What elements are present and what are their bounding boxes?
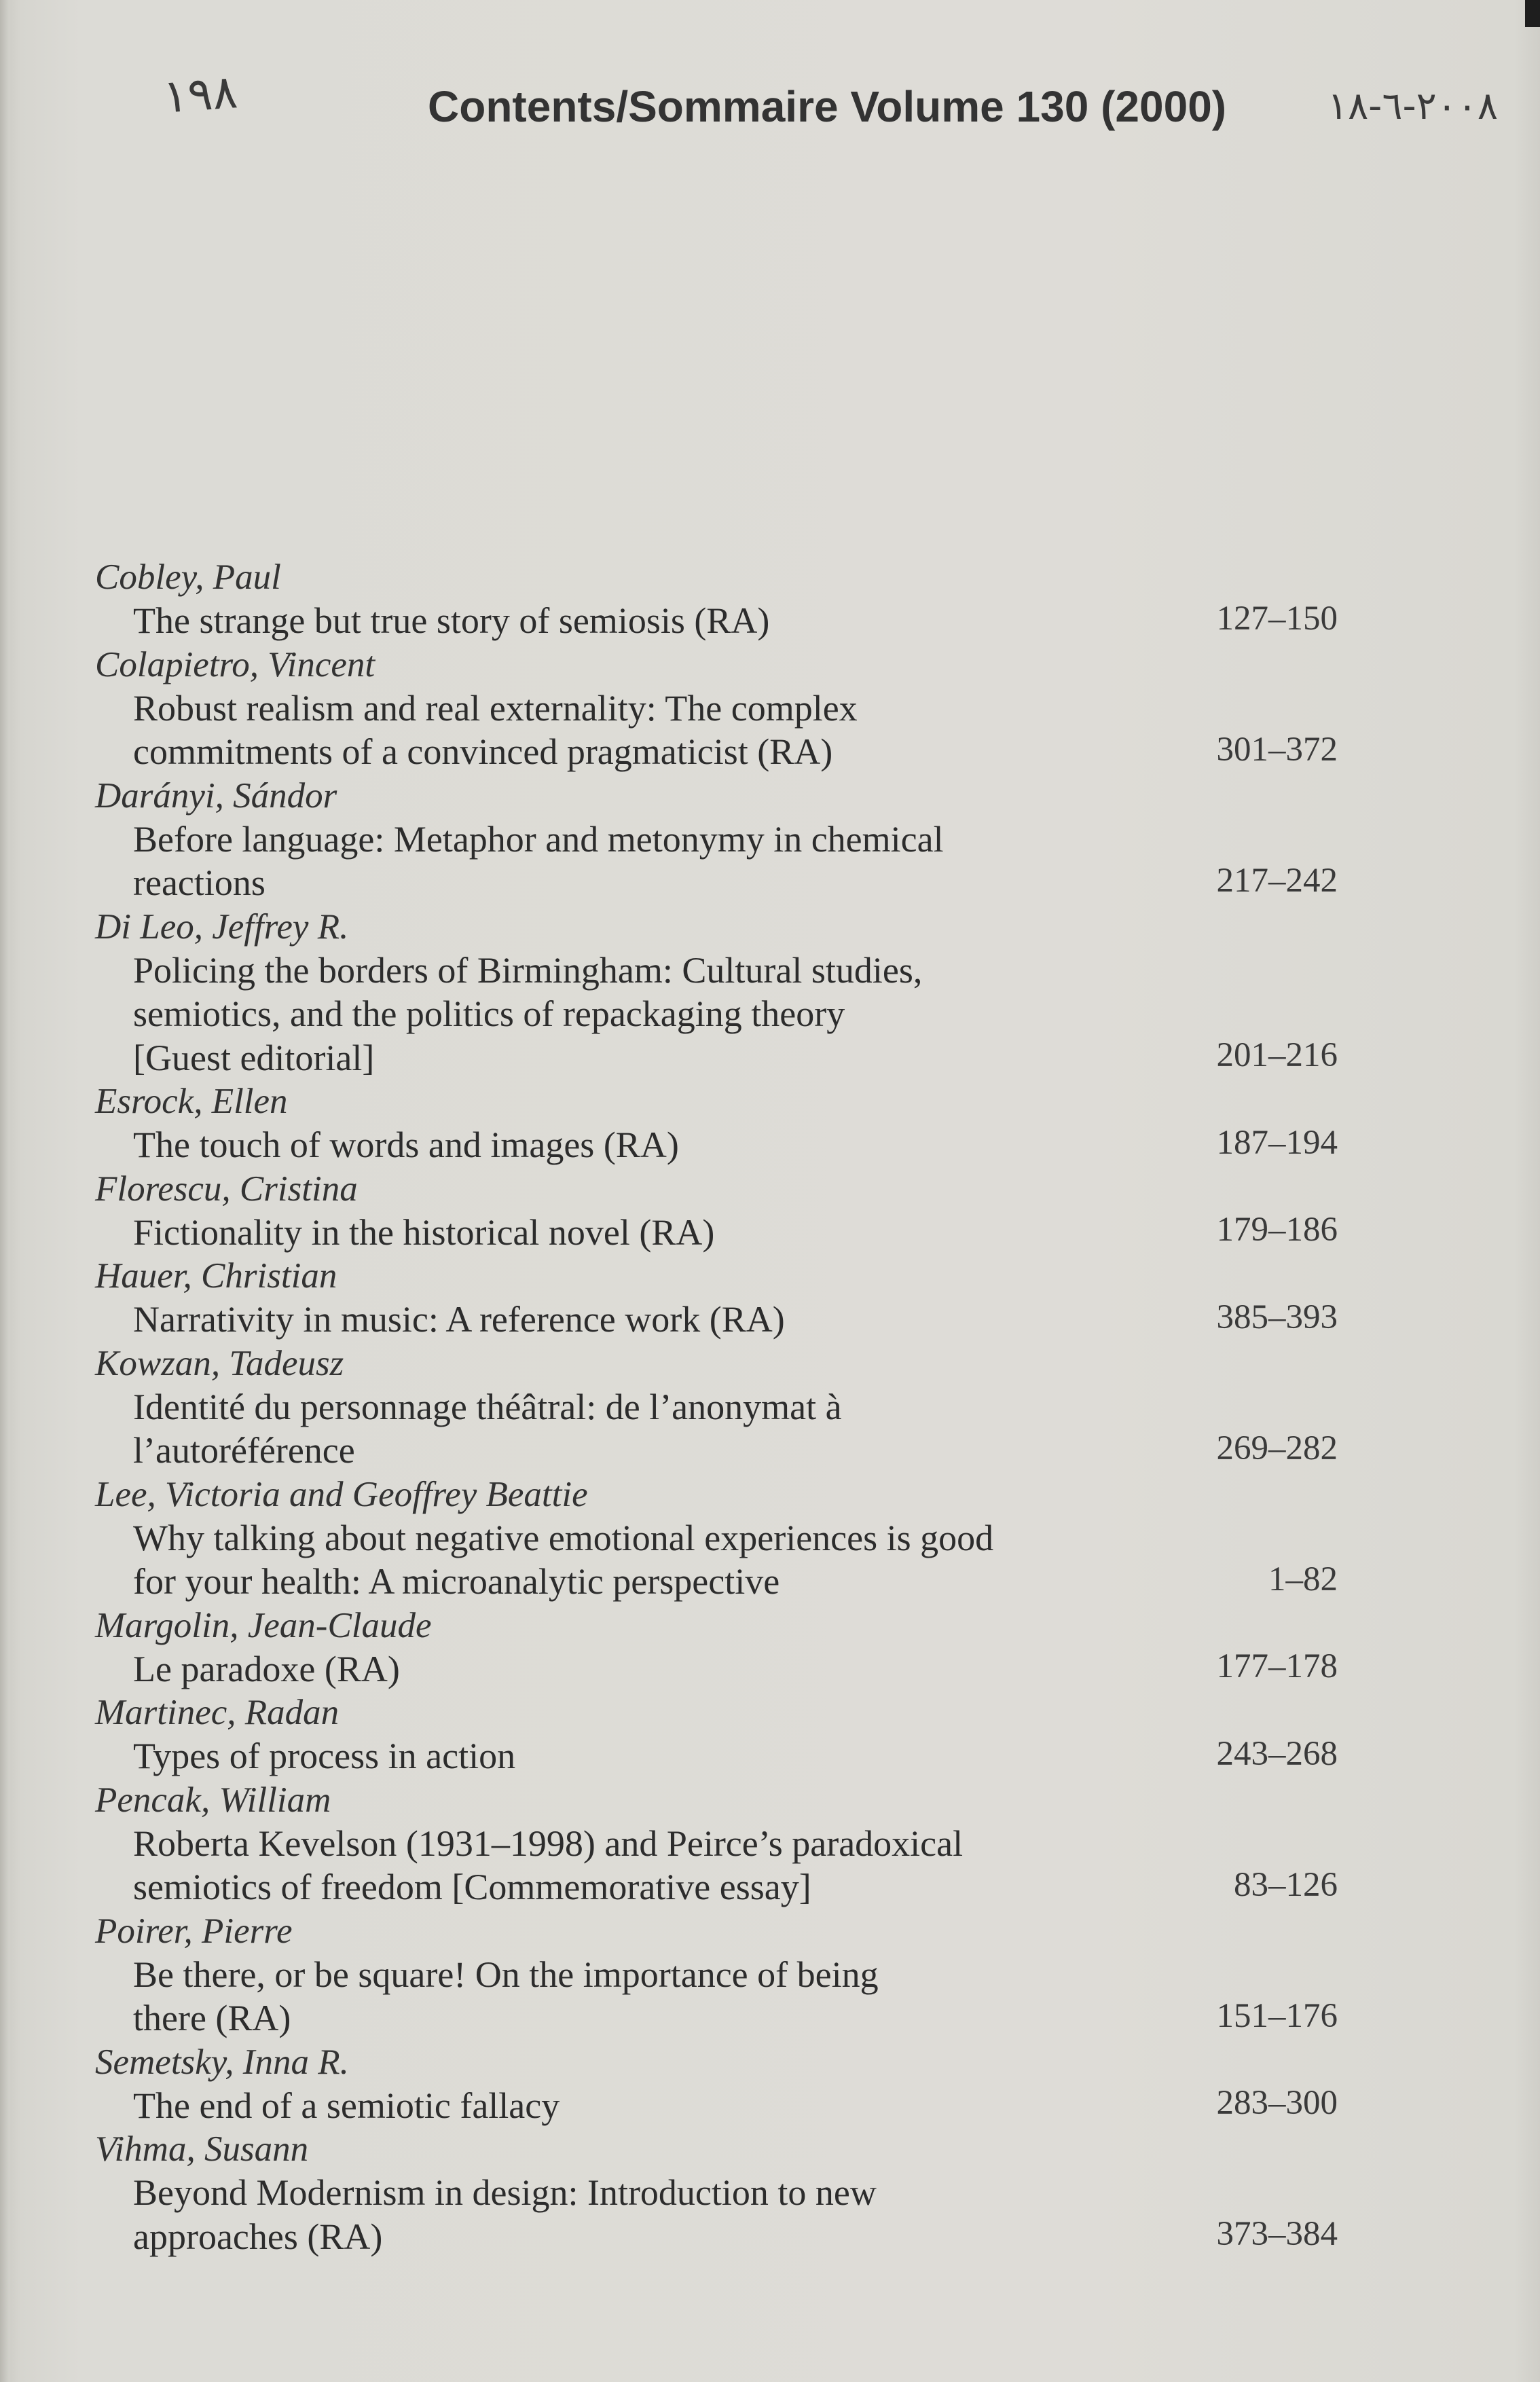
entry-author: Hauer, Christian (95, 1256, 337, 1296)
entry-pages: 151–176 (1216, 1996, 1338, 2035)
entry-pages: 187–194 (1216, 1123, 1338, 1162)
entry-author: Florescu, Cristina (95, 1169, 358, 1209)
entry-author: Colapietro, Vincent (95, 644, 375, 684)
entry-title-line: Types of process in action (133, 1736, 516, 1776)
toc-entry (95, 774, 1338, 905)
page-title: Contents/Sommaire Volume 130 (2000) (428, 82, 1227, 131)
entry-pages: 83–126 (1234, 1865, 1338, 1904)
entry-pages: 373–384 (1216, 2215, 1338, 2253)
entry-title-line: approaches (RA) (133, 2216, 383, 2257)
entry-title-line: Le paradoxe (RA) (133, 1648, 400, 1689)
toc-entry (95, 1167, 1338, 1255)
toc-entry (95, 1691, 1338, 1778)
entry-pages: 243–268 (1216, 1734, 1338, 1773)
entry-pages: 385–393 (1216, 1298, 1338, 1336)
entry-author: Kowzan, Tadeusz (95, 1343, 344, 1383)
handwritten-page-number: ١٩٨ (161, 65, 240, 124)
entry-title-line: Before language: Metaphor and metonymy in chemical (133, 818, 944, 860)
entry-pages: 217–242 (1216, 861, 1338, 900)
entry-author: Vihma, Susann (95, 2129, 309, 2169)
entry-title-line: Be there, or be square! On the importance of being (133, 1954, 879, 1995)
entry-title-line: The strange but true story of semiosis (RA) (133, 600, 770, 641)
entry-title-line: Narrativity in music: A reference work (RA) (133, 1299, 785, 1340)
entry-title-line: for your health: A microanalytic perspective (133, 1561, 780, 1602)
entry-title-line: Robust realism and real externality: The complex (133, 687, 858, 729)
entry-author: Darányi, Sándor (95, 775, 337, 816)
entry-title-line: Policing the borders of Birmingham: Cultural studies, (133, 949, 923, 991)
binding-edge (0, 0, 10, 2382)
entry-author: Poirer, Pierre (95, 1911, 293, 1951)
toc-entry (95, 2040, 1338, 2128)
table-of-contents (95, 555, 1338, 2258)
toc-entry (95, 1342, 1338, 1473)
entry-title-line: The touch of words and images (RA) (133, 1124, 679, 1165)
entry-pages: 201–216 (1216, 1036, 1338, 1074)
entry-author: Esrock, Ellen (95, 1082, 288, 1121)
entry-title-line: l’autoréférence (133, 1430, 355, 1471)
entry-author: Martinec, Radan (95, 1693, 340, 1732)
entry-pages: 301–372 (1216, 730, 1338, 769)
entry-author: Di Leo, Jeffrey R. (95, 906, 349, 947)
entry-title-line: Beyond Modernism in design: Introduction to new (133, 2172, 877, 2213)
entry-title-line: [Guest editorial] (133, 1037, 375, 1078)
handwritten-date: ٢٠٠٨-٦-١٨ (1327, 84, 1498, 128)
entry-pages: 283–300 (1216, 2084, 1338, 2122)
entry-pages: 127–150 (1216, 599, 1338, 638)
toc-entry (95, 1909, 1338, 2040)
entry-title-line: Identité du personnage théâtral: de l’anonymat à (133, 1386, 842, 1427)
entry-title-line: Roberta Kevelson (1931–1998) and Peirce’s paradoxical (133, 1822, 964, 1864)
entry-pages: 269–282 (1216, 1429, 1338, 1467)
toc-entry (95, 1604, 1338, 1691)
entry-author: Pencak, William (95, 1780, 331, 1820)
entry-title-line: there (RA) (133, 1998, 291, 2038)
entry-pages: 1–82 (1268, 1560, 1338, 1598)
toc-entry (95, 1080, 1338, 1167)
entry-author: Lee, Victoria and Geoffrey Beattie (95, 1474, 588, 1514)
toc-entry (95, 905, 1338, 1080)
entry-title-line: Why talking about negative emotional experiences is good (133, 1517, 994, 1558)
toc-entry (95, 1254, 1338, 1342)
entry-title-line: commitments of a convinced pragmaticist (RA) (133, 731, 833, 772)
entry-author: Cobley, Paul (95, 557, 281, 597)
entry-title-line: Fictionality in the historical novel (RA) (133, 1211, 715, 1253)
entry-author: Semetsky, Inna R. (95, 2042, 349, 2082)
entry-title-line: semiotics of freedom [Commemorative essay] (133, 1867, 811, 1907)
toc-entry (95, 555, 1338, 643)
entry-author: Margolin, Jean-Claude (95, 1605, 432, 1645)
entry-pages: 177–178 (1216, 1647, 1338, 1685)
entry-title-line: The end of a semiotic fallacy (133, 2085, 560, 2126)
toc-entry (95, 2127, 1338, 2258)
toc-entry (95, 1778, 1338, 1909)
toc-entry (95, 1473, 1338, 1604)
entry-title-line: semiotics, and the politics of repackaging theory (133, 993, 845, 1034)
corner-mark (1525, 0, 1540, 27)
entry-pages: 179–186 (1216, 1211, 1338, 1249)
toc-entry (95, 643, 1338, 774)
entry-title-line: reactions (133, 862, 265, 903)
